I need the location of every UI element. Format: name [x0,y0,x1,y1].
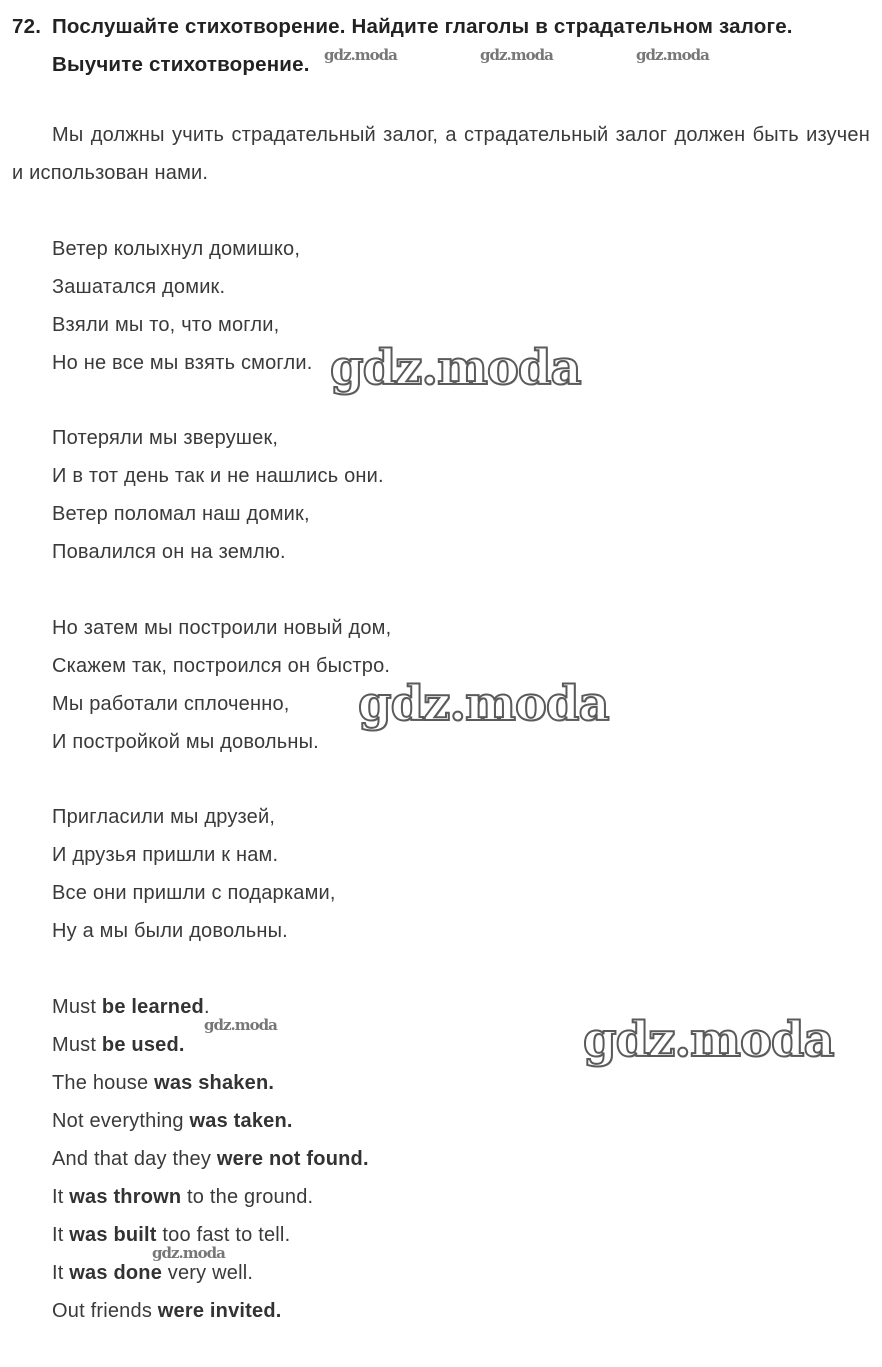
poem-line: Взяли мы то, что могли, [52,314,280,336]
english-line-text: Must [52,1034,102,1056]
english-line [52,1140,652,1178]
english-line [52,1292,652,1330]
english-line-text: It [52,1262,70,1284]
passive-verb: were not found. [216,1148,369,1170]
passive-verb: was shaken. [154,1072,275,1094]
passive-verb: was built [69,1224,157,1246]
poem-line: Все они пришли с подарками, [52,882,336,904]
passive-verb: was taken. [189,1110,293,1132]
watermark: gdz.moda [358,676,609,732]
english-line-text: Out friends [52,1300,158,1322]
poem-line: Ветер колыхнул домишко, [52,238,301,260]
heading-line-2: Выучите стихотворение. [52,53,310,76]
poem-line: И постройкой мы довольны. [52,731,319,753]
passive-verb: was thrown [69,1186,182,1208]
watermark: gdz.moda [330,340,581,396]
english-line-text: It [52,1224,70,1246]
heading-line-1: Послушайте стихотворение. Найдите глаголы в страдательном залоге. [52,15,793,38]
watermark: gdz.moda [583,1012,834,1068]
english-line-text: very well. [162,1262,254,1284]
english-passive-list [52,988,652,1330]
english-line-text: . [203,996,210,1018]
poem-line: Мы работали сплоченно, [52,693,290,715]
english-line [52,1102,652,1140]
passive-verb: be used. [101,1034,185,1056]
english-line-text: It [52,1186,70,1208]
english-line-text: And that day they [52,1148,217,1170]
english-line [52,988,652,1026]
watermark: gdz.moda [324,46,397,64]
poem-line: Ну а мы были довольны. [52,920,288,942]
english-line [52,1178,652,1216]
exercise-heading [12,8,872,84]
intro-paragraph: Мы должны учить страдательный залог, а страдательный залог должен быть изучен и использован нами. [12,124,870,184]
watermark: gdz.moda [636,46,709,64]
stanza-4 [52,798,652,950]
watermark: gdz.moda [204,1016,277,1034]
passive-verb: was done [69,1262,163,1284]
english-line-text: The house [52,1072,155,1094]
english-line-text: Must [52,996,102,1018]
english-line [52,1216,652,1254]
passive-verb: were invited. [157,1300,282,1322]
poem-line: И в тот день так и не нашлись они. [52,465,384,487]
stanza-2 [52,419,652,571]
exercise-number: 72. [12,15,42,38]
poem-line: Потеряли мы зверушек, [52,427,279,449]
poem-line: Скажем так, построился он быстро. [52,655,391,677]
poem-line: Пригласили мы друзей, [52,806,276,828]
passive-verb: be learned [101,996,204,1018]
poem-line: Повалился он на землю. [52,541,286,563]
english-line-text: to the ground. [181,1186,314,1208]
english-line [52,1064,652,1102]
english-line-text: Not everything [52,1110,190,1132]
poem-line: Ветер поломал наш домик, [52,503,310,525]
poem-line: И друзья пришли к нам. [52,844,279,866]
poem-line: Но затем мы построили новый дом, [52,617,392,639]
poem-line: Но не все мы взять смогли. [52,352,313,374]
poem-line: Зашатался домик. [52,276,226,298]
watermark: gdz.moda [152,1244,225,1262]
english-line [52,1254,652,1292]
watermark: gdz.moda [480,46,553,64]
english-line-text: too fast to tell. [156,1224,291,1246]
english-line [52,1026,652,1064]
